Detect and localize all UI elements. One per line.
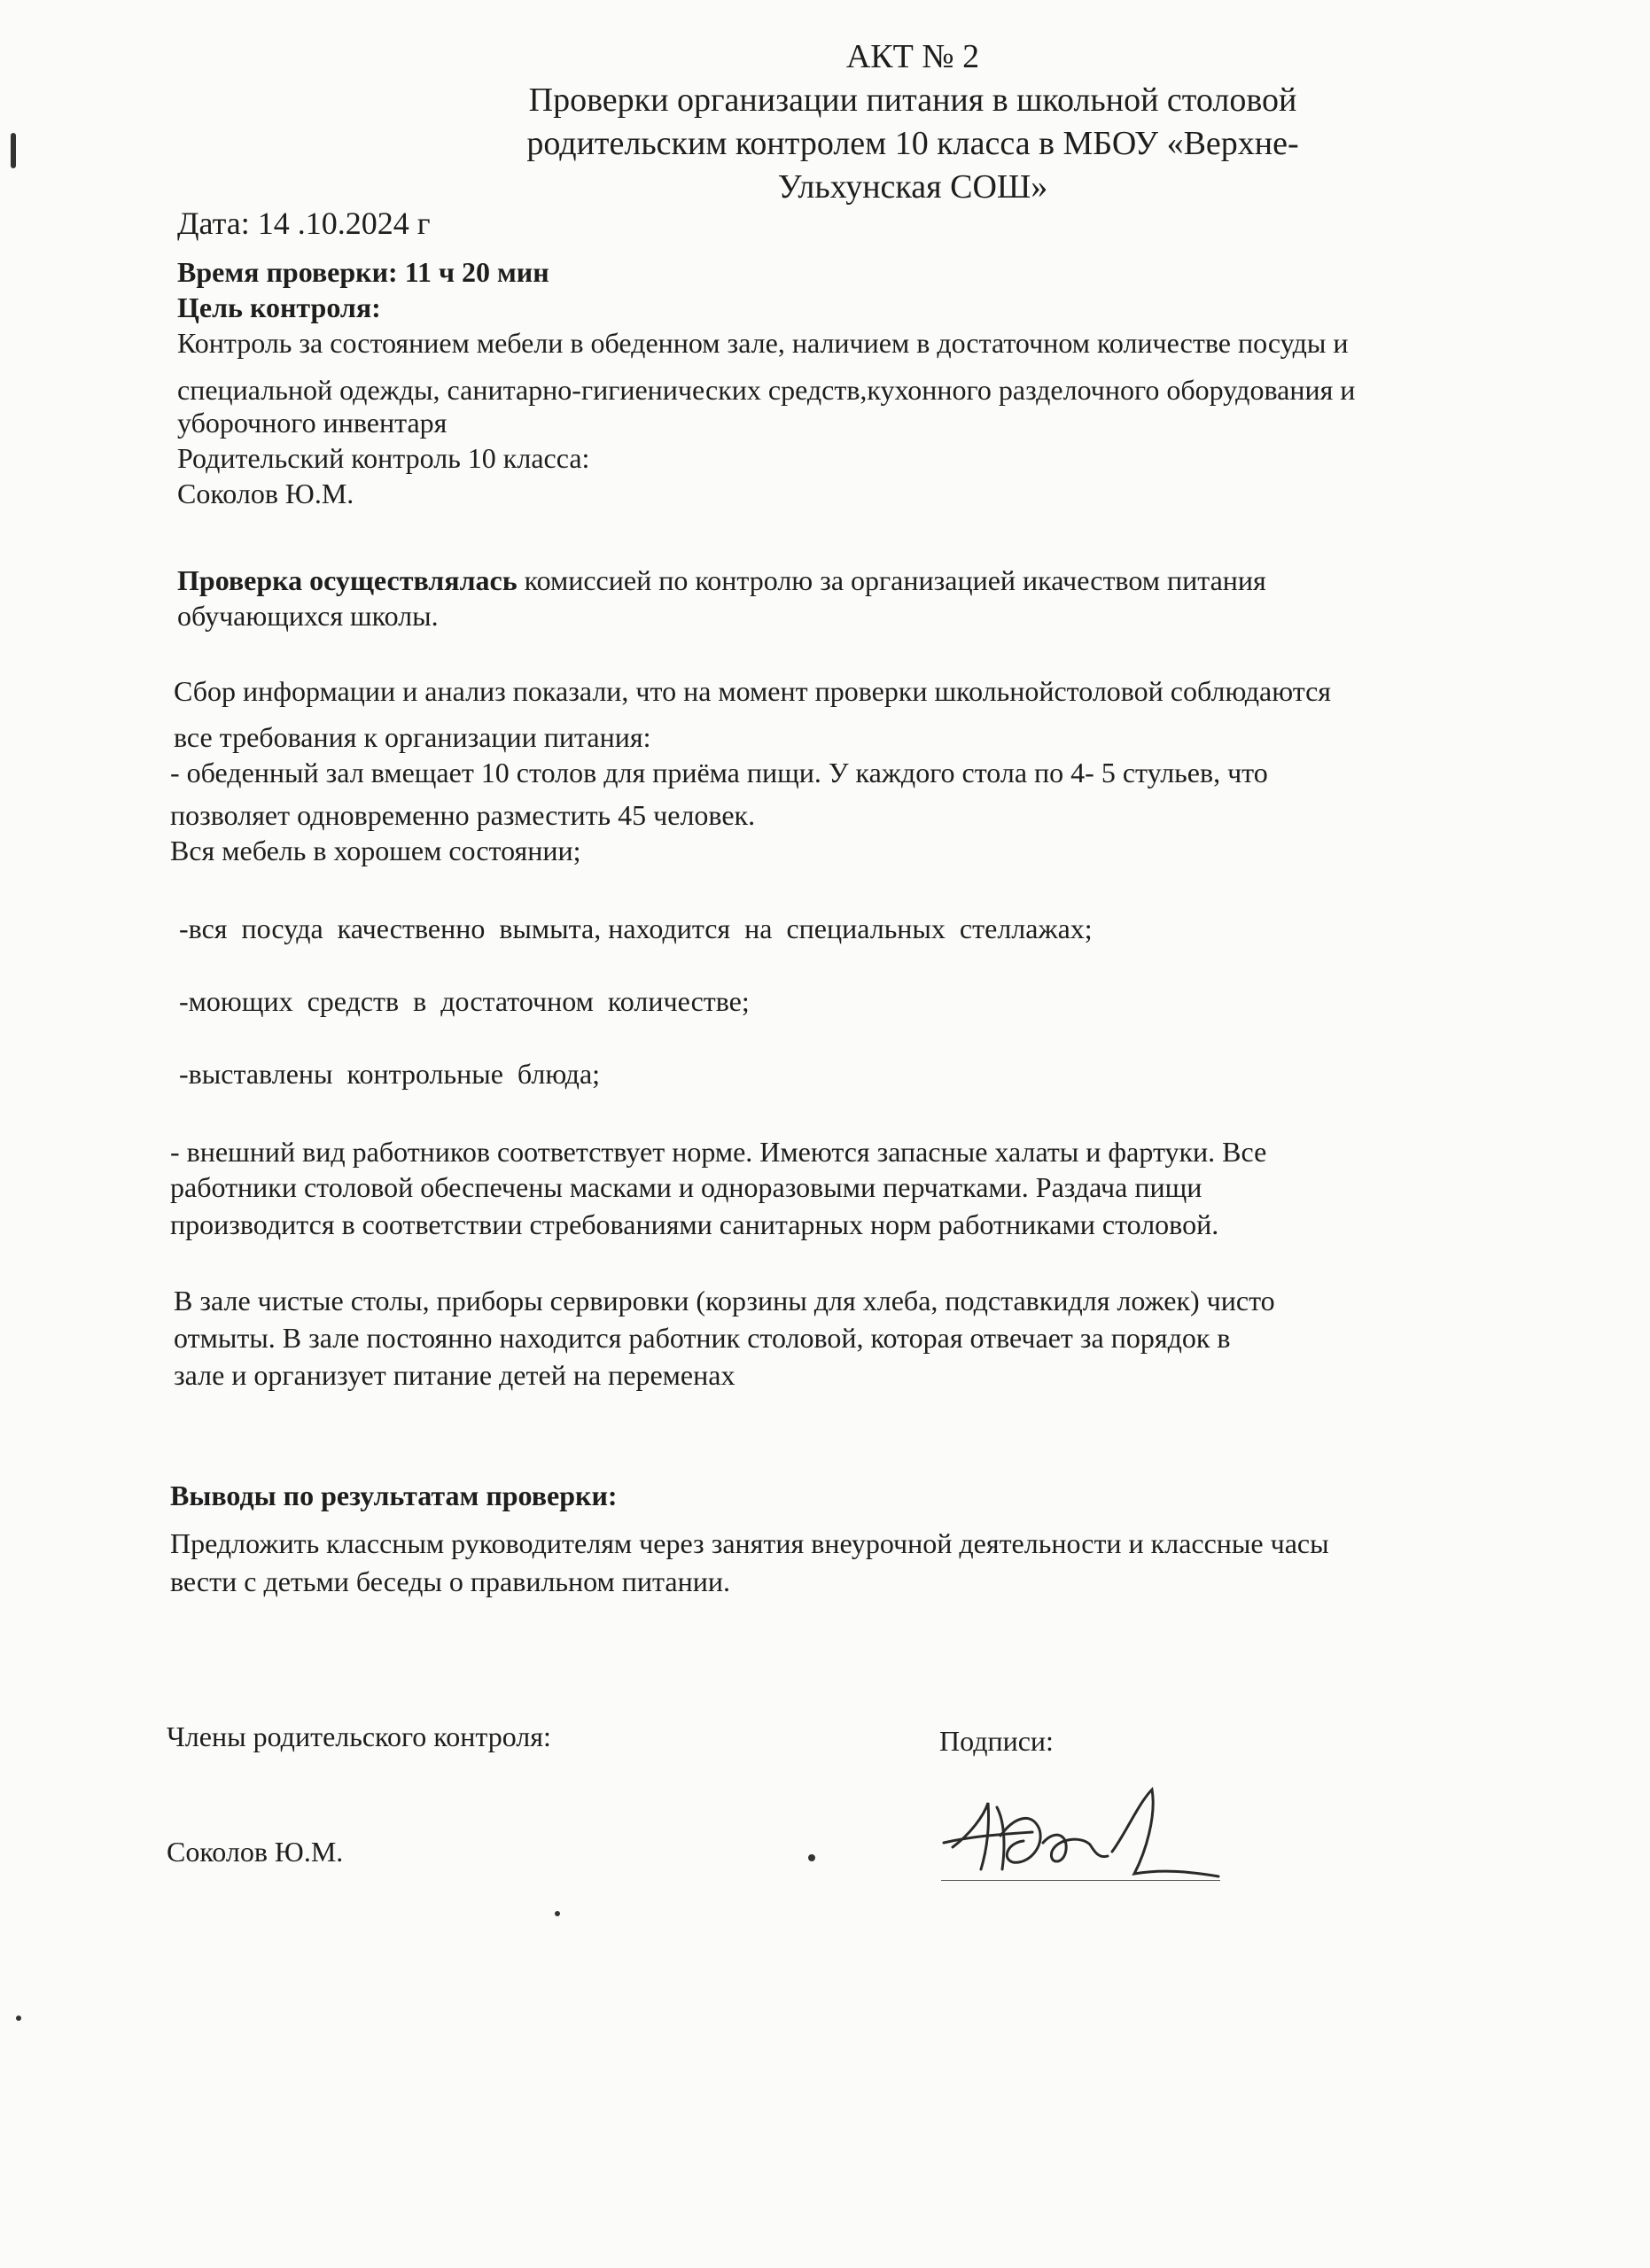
inspection-date: Дата: 14 .10.2024 г [177, 206, 431, 241]
title-line-3: Ульхунская СОШ» [777, 168, 1048, 206]
findings-item-1-line-1: - обеденный зал вмещает 10 столов для приёма пищи. У каждого стола по 4- 5 стульев, что [170, 757, 1268, 788]
findings-detergents: -моющих средств в достаточном количестве; [172, 985, 750, 1017]
scan-speck [555, 1911, 560, 1916]
check-time: Время проверки: 11 ч 20 мин [177, 256, 549, 288]
control-member: Соколов Ю.М. [177, 478, 354, 509]
document-title [425, 35, 1400, 209]
signatures-label: Подписи: [939, 1725, 1054, 1757]
conclusions-text-2: вести с детьми беседы о правильном питании. [170, 1565, 730, 1597]
goal-label: Цель контроля: [177, 291, 381, 323]
findings-hall-3: зале и организует питание детей на переменах [174, 1359, 735, 1391]
findings-hall-2: отмыты. В зале постоянно находится работник столовой, которая отвечает за порядок в [174, 1322, 1231, 1354]
findings-staff-2: работники столовой обеспечены масками и одноразовыми перчатками. Раздача пищи [170, 1171, 1202, 1203]
member-name: Соколов Ю.М. [167, 1836, 344, 1868]
findings-dishes: -вся посуда качественно вымыта, находится на специальных стеллажах; [172, 913, 1093, 944]
goal-text-line-2: специальной одежды, санитарно-гигиенических средств,кухонного разделочного оборудования и [177, 374, 1356, 406]
goal-text-line-1: Контроль за состоянием мебели в обеденном зале, наличием в достаточном количестве посуды и [177, 327, 1349, 359]
findings-furniture: Вся мебель в хорошем состоянии; [170, 835, 581, 866]
inspection-text: комиссией по контролю за организацией икачеством питания [517, 564, 1266, 596]
findings-control-dishes: -выставлены контрольные блюда; [172, 1058, 601, 1090]
title-line-2: родительским контролем 10 класса в МБОУ «Верхне- [526, 125, 1299, 162]
scan-speck [16, 2016, 21, 2021]
findings-hall-1: В зале чистые столы, приборы сервировки (корзины для хлеба, подставкидля ложек) чисто [174, 1285, 1275, 1317]
findings-staff-1: - внешний вид работников соответствует норме. Имеются запасные халаты и фартуки. Все [170, 1136, 1267, 1168]
inspection-line-2: обучающихся школы. [177, 600, 439, 632]
handwritten-signature [935, 1781, 1227, 1887]
conclusions-text-1: Предложить классным руководителям через занятия внеурочной деятельности и классные часы [170, 1527, 1329, 1559]
inspection-bold: Проверка осуществлялась [177, 564, 518, 596]
members-label: Члены родительского контроля: [167, 1720, 551, 1752]
scan-mark [11, 133, 16, 168]
goal-text-line-3: уборочного инвентаря [177, 407, 448, 439]
control-label: Родительский контроль 10 класса: [177, 442, 590, 474]
act-number: АКТ № 2 [845, 38, 980, 75]
findings-intro-2: все требования к организации питания: [174, 721, 651, 753]
title-line-1: Проверки организации питания в школьной столовой [528, 82, 1297, 119]
scan-speck [808, 1854, 815, 1861]
conclusions-label: Выводы по результатам проверки: [170, 1480, 618, 1511]
inspection-line-1 [177, 563, 1266, 598]
findings-staff-3: производится в соответствии стребованиями санитарных норм работниками столовой. [170, 1208, 1219, 1240]
signature-line [941, 1880, 1220, 1881]
findings-item-1-line-2: позволяет одновременно разместить 45 человек. [170, 799, 756, 831]
findings-intro-1: Сбор информации и анализ показали, что на момент проверки школьнойстоловой соблюдаются [174, 675, 1331, 707]
